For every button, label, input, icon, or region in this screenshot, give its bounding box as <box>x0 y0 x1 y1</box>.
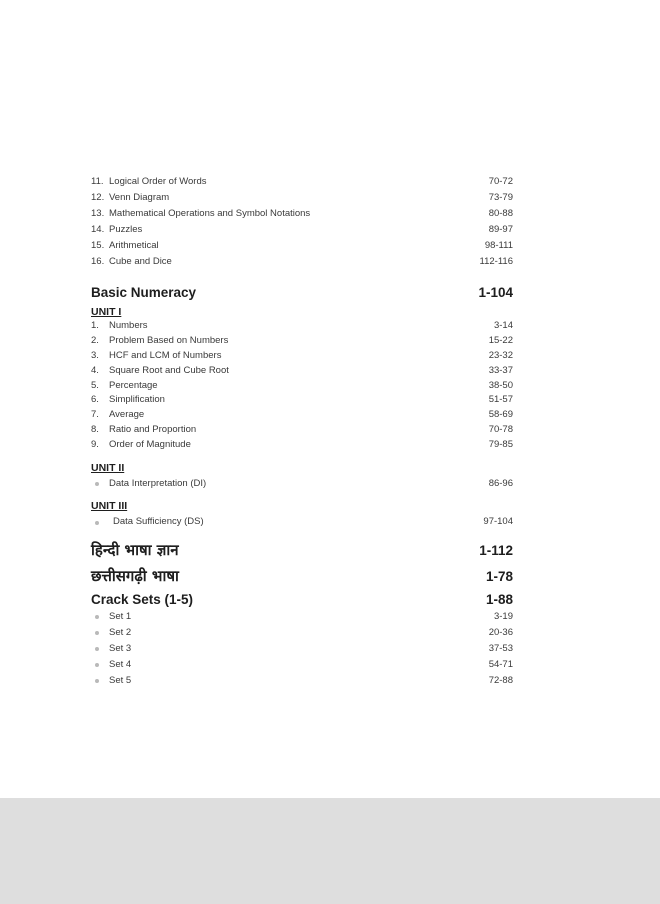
row-pages: 72-88 <box>488 674 513 686</box>
unit1-list <box>91 319 513 452</box>
section-pages: 1-112 <box>479 543 513 559</box>
toc-row <box>91 319 513 334</box>
row-title: Set 3 <box>109 643 132 655</box>
unit-heading: UNIT III <box>91 500 128 513</box>
row-number: 5. <box>91 379 99 391</box>
row-number: 13. <box>91 207 105 219</box>
section-pages: 1-78 <box>485 569 513 585</box>
row-title: Problem Based on Numbers <box>109 335 229 347</box>
toc-row <box>91 364 513 379</box>
row-title: Ratio and Proportion <box>109 424 197 436</box>
row-title: Set 2 <box>109 627 132 639</box>
toc-row <box>91 393 513 408</box>
section-heading-numeracy <box>91 285 513 300</box>
row-pages: 20-36 <box>488 627 513 639</box>
row-title: Simplification <box>109 394 165 406</box>
unit-heading: UNIT I <box>91 306 122 319</box>
row-title: Arithmetical <box>109 239 159 251</box>
row-number: 3. <box>91 350 99 362</box>
row-title: Average <box>109 409 145 421</box>
row-title: Data Interpretation (DI) <box>109 477 207 489</box>
row-number: 15. <box>91 239 105 251</box>
row-pages: 80-88 <box>488 207 513 219</box>
row-pages: 33-37 <box>488 364 513 376</box>
row-pages: 58-69 <box>488 409 513 421</box>
row-pages: 73-79 <box>488 191 513 203</box>
row-pages: 97-104 <box>483 516 513 528</box>
row-title: Set 4 <box>109 658 132 670</box>
toc-row <box>91 222 513 238</box>
section-title: Basic Numeracy <box>91 285 197 301</box>
crack-sets-list <box>91 609 513 689</box>
section-title: Crack Sets (1-5) <box>91 592 194 608</box>
row-title: Puzzles <box>109 223 143 235</box>
bullet-icon <box>91 658 109 672</box>
row-title: Square Root and Cube Root <box>109 364 229 376</box>
section-heading-hindi <box>91 540 513 560</box>
toc-row <box>91 515 513 530</box>
section-title: छत्तीसगढ़ी भाषा <box>91 567 179 586</box>
section-heading-crack-sets <box>91 592 513 607</box>
row-number: 7. <box>91 409 99 421</box>
row-pages: 98-111 <box>484 239 513 251</box>
toc-row <box>91 334 513 349</box>
toc-row <box>91 657 513 673</box>
bullet-icon <box>91 626 109 640</box>
row-number: 12. <box>91 191 105 203</box>
row-pages: 3-14 <box>493 320 513 332</box>
row-title: Cube and Dice <box>109 255 172 267</box>
toc-row <box>91 190 513 206</box>
toc-row <box>91 206 513 222</box>
row-title: Mathematical Operations and Symbol Notations <box>109 207 311 219</box>
row-pages: 70-72 <box>488 176 513 187</box>
row-pages: 38-50 <box>488 379 513 391</box>
section-heading-chhattisgarhi <box>91 566 513 586</box>
toc-row <box>91 408 513 423</box>
row-number: 9. <box>91 438 99 450</box>
row-title: Set 1 <box>109 611 132 623</box>
row-title: Data Sufficiency (DS) <box>113 516 204 528</box>
row-pages: 112-116 <box>479 255 513 267</box>
row-title: Percentage <box>109 379 158 391</box>
row-pages: 70-78 <box>488 424 513 436</box>
row-title: HCF and LCM of Numbers <box>109 350 222 362</box>
toc-row <box>91 238 513 254</box>
section-pages: 1-88 <box>485 592 513 608</box>
row-pages: 54-71 <box>488 658 513 670</box>
row-pages: 15-22 <box>488 335 513 347</box>
row-title: Logical Order of Words <box>109 176 207 187</box>
row-number: 14. <box>91 223 105 235</box>
toc-row <box>91 379 513 394</box>
row-number: 11. <box>91 176 104 187</box>
row-number: 6. <box>91 394 99 406</box>
bullet-icon <box>91 477 109 491</box>
toc-row <box>91 609 513 625</box>
row-title: Venn Diagram <box>109 191 170 203</box>
toc-row <box>91 477 513 492</box>
row-title: Set 5 <box>109 674 132 686</box>
row-pages: 79-85 <box>488 438 513 450</box>
row-title: Order of Magnitude <box>109 438 191 450</box>
row-number: 1. <box>91 320 99 332</box>
bullet-icon <box>91 610 109 624</box>
toc-row <box>91 174 513 190</box>
bullet-icon <box>91 674 109 688</box>
row-pages: 3-19 <box>493 611 513 623</box>
toc-row <box>91 438 513 453</box>
row-pages: 89-97 <box>488 223 513 235</box>
toc-row <box>91 641 513 657</box>
toc-row <box>91 254 513 270</box>
bullet-icon <box>91 516 113 530</box>
toc-row <box>91 423 513 438</box>
toc-row <box>91 625 513 641</box>
reasoning-list <box>91 174 513 269</box>
row-number: 16. <box>91 255 105 267</box>
row-pages: 51-57 <box>488 394 513 406</box>
row-number: 2. <box>91 335 99 347</box>
unit-heading: UNIT II <box>91 461 125 474</box>
bullet-icon <box>91 642 109 656</box>
row-pages: 86-96 <box>488 477 513 489</box>
section-title: हिन्दी भाषा ज्ञान <box>91 541 179 560</box>
row-number: 4. <box>91 364 99 376</box>
section-pages: 1-104 <box>478 285 513 301</box>
toc-row <box>91 673 513 689</box>
row-pages: 23-32 <box>488 350 513 362</box>
table-of-contents <box>91 174 513 689</box>
row-number: 8. <box>91 424 99 436</box>
footer-band <box>0 798 660 904</box>
row-pages: 37-53 <box>488 643 513 655</box>
toc-row <box>91 349 513 364</box>
row-title: Numbers <box>109 320 148 332</box>
